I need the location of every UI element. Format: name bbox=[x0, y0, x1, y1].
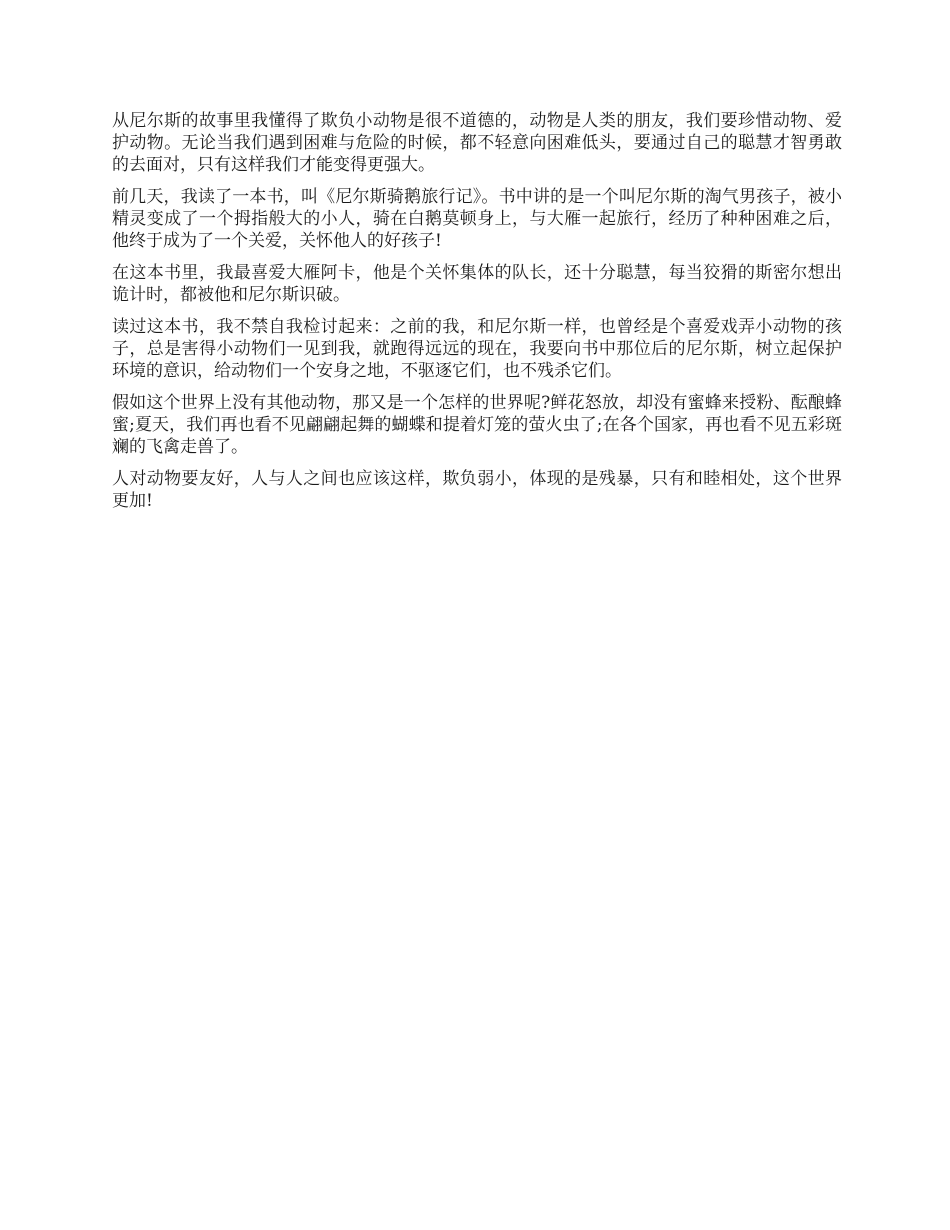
paragraph-4: 读过这本书，我不禁自我检讨起来：之前的我，和尼尔斯一样，也曾经是个喜爱戏弄小动物的孩子，总是害得小动物们一见到我，就跑得远远的现在，我要向书中那位后的尼尔斯，树立起保护环境的意识，给动物们一个安身之地，不驱逐它们，也不残杀它们。 bbox=[112, 317, 842, 381]
paragraph-5: 假如这个世界上没有其他动物，那又是一个怎样的世界呢?鲜花怒放，却没有蜜蜂来授粉、酝酿蜂蜜;夏天，我们再也看不见翩翩起舞的蝴蝶和提着灯笼的萤火虫了;在各个国家，再也看不见五彩斑斓的飞禽走兽了。 bbox=[112, 393, 843, 457]
paragraph-1: 从尼尔斯的故事里我懂得了欺负小动物是很不道德的，动物是人类的朋友，我们要珍惜动物、爱护动物。无论当我们遇到困难与危险的时候，都不轻意向困难低头，要通过自己的聪慧才智勇敢的去面对，只有这样我们才能变得更强大。 bbox=[112, 111, 842, 175]
paragraph-3: 在这本书里，我最喜爱大雁阿卡，他是个关怀集体的队长，还十分聪慧，每当狡猾的斯密尔想出诡计时，都被他和尼尔斯识破。 bbox=[112, 263, 842, 305]
document-body bbox=[112, 110, 842, 522]
paragraph-2: 前几天，我读了一本书，叫《尼尔斯骑鹅旅行记》。书中讲的是一个叫尼尔斯的淘气男孩子，被小精灵变成了一个拇指般大的小人，骑在白鹅莫顿身上，与大雁一起旅行，经历了种种困难之后，他终于成为了一个关爱，关怀他人的好孩子! bbox=[112, 187, 842, 251]
paragraph-6: 人对动物要友好，人与人之间也应该这样，欺负弱小，体现的是残暴，只有和睦相处，这个世界更加! bbox=[112, 469, 842, 511]
